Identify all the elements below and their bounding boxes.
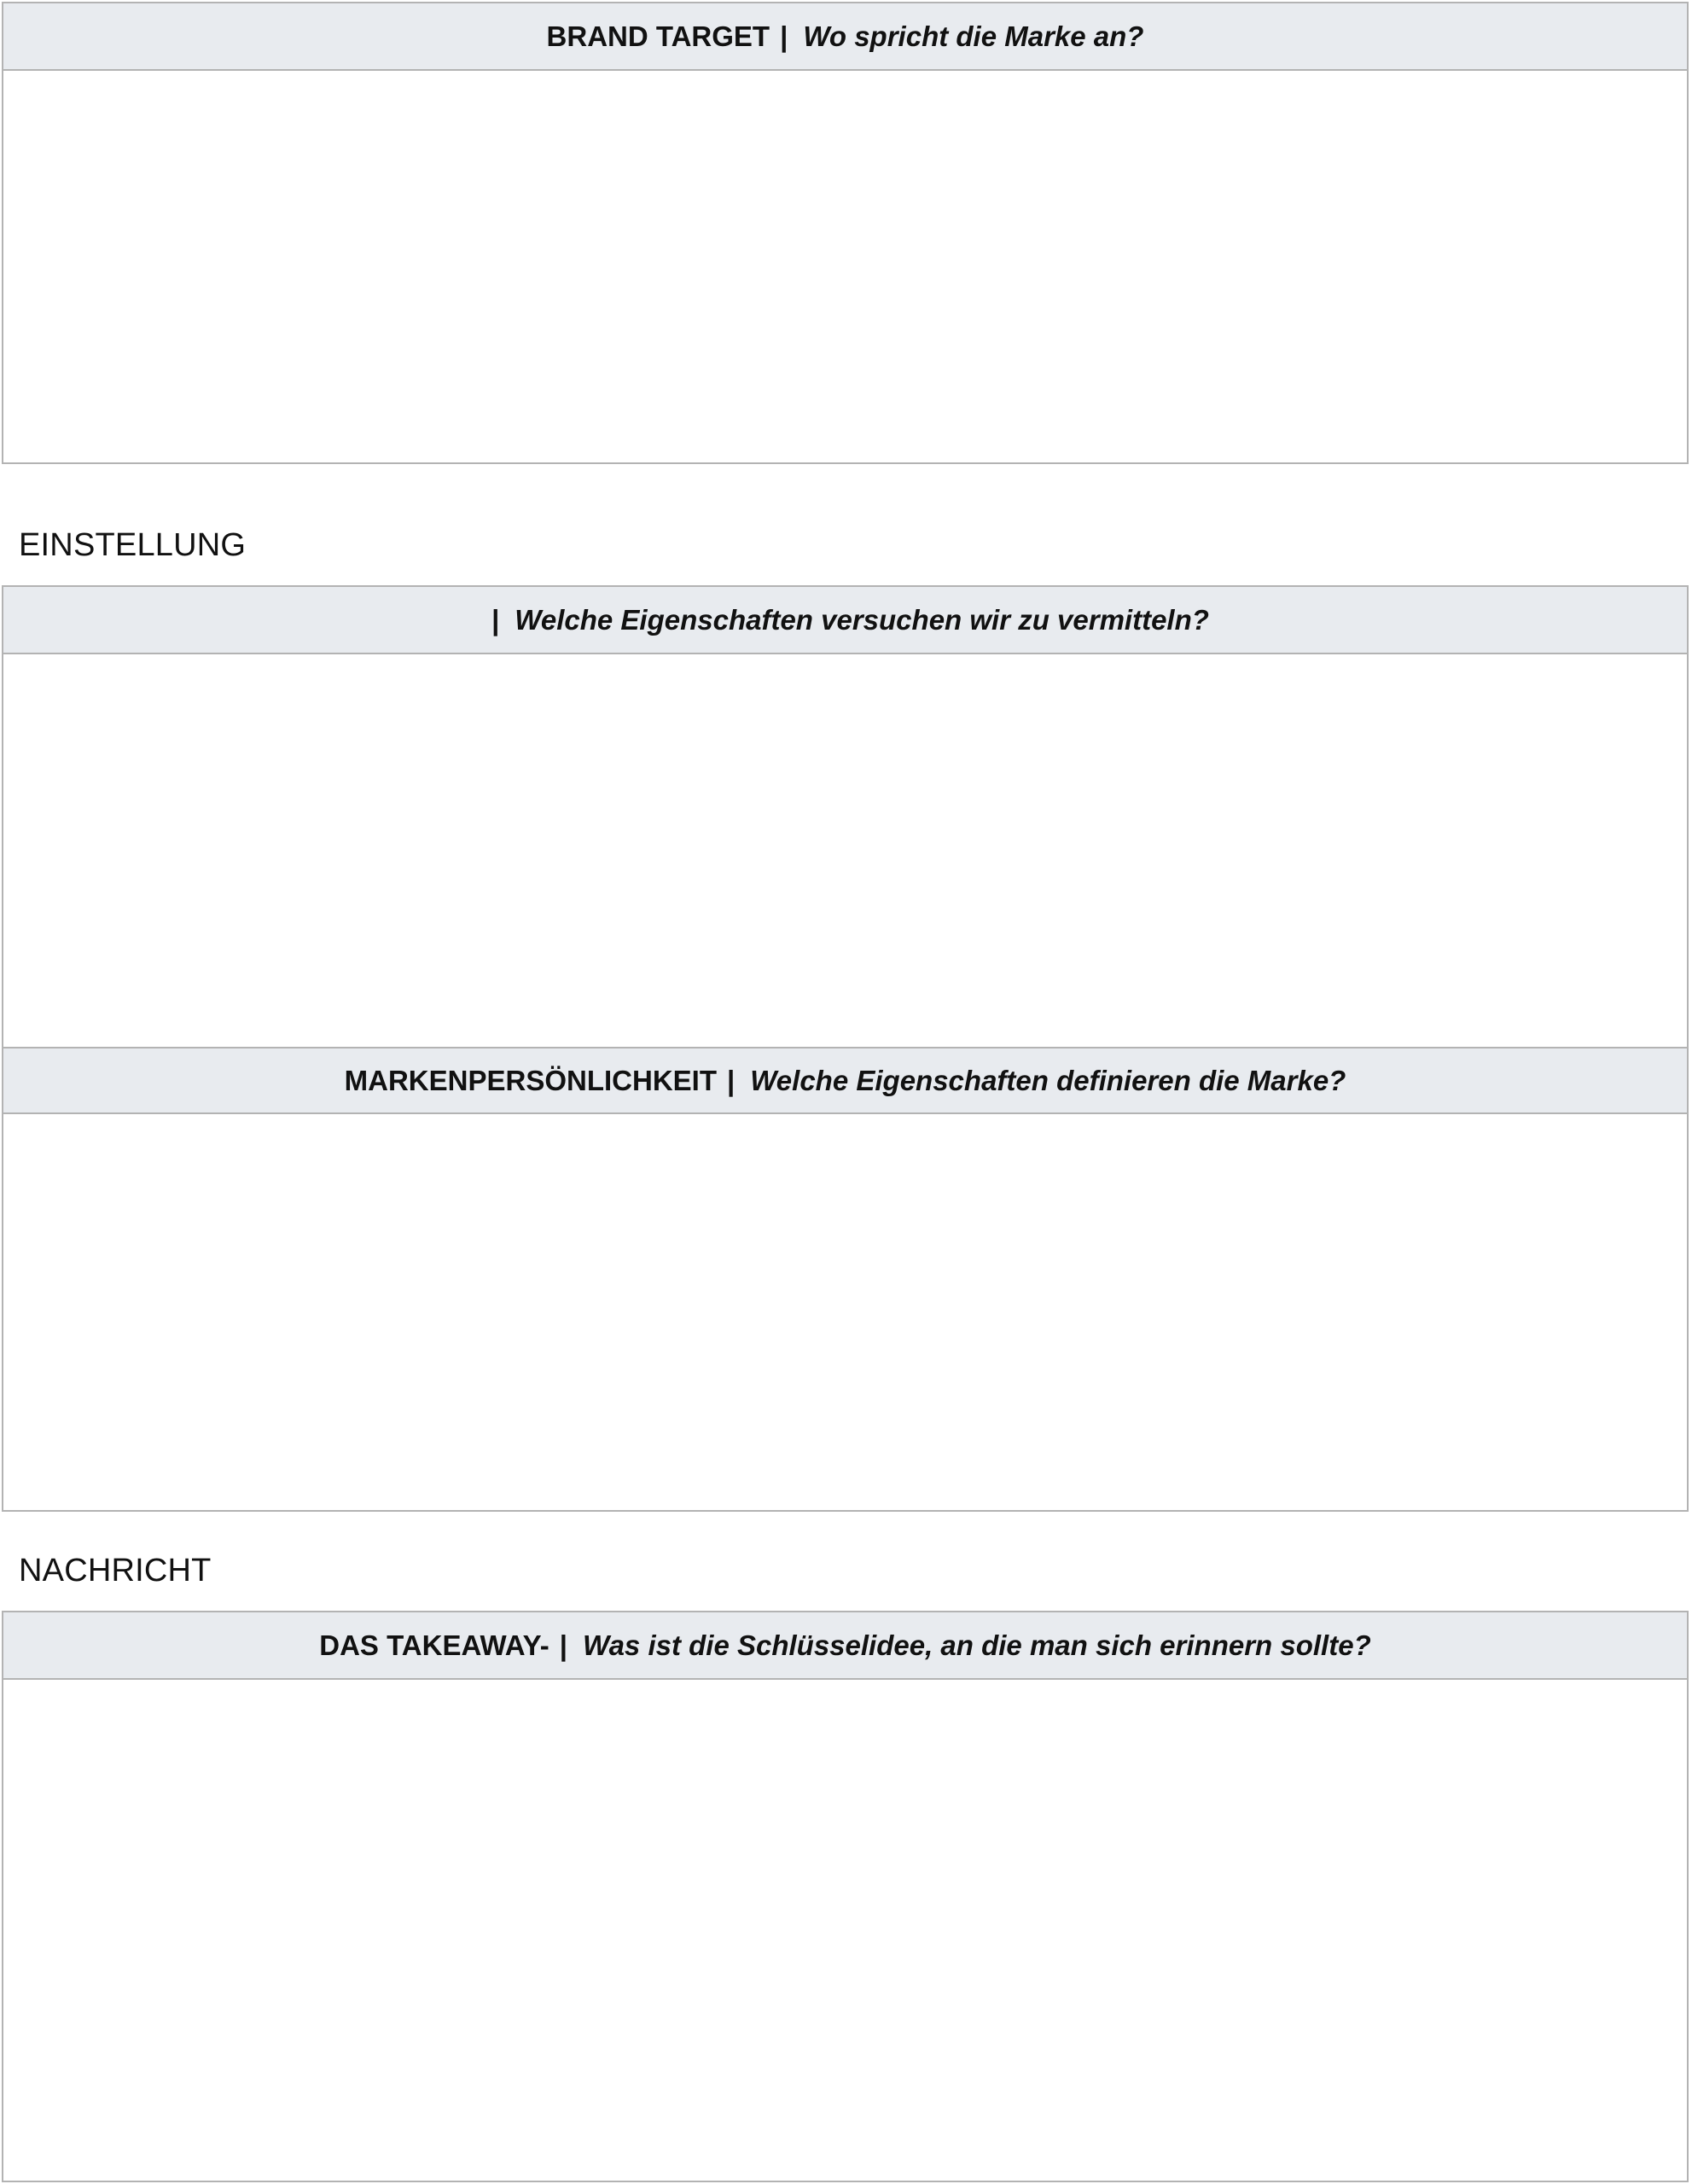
header-separator: | bbox=[780, 20, 788, 52]
einstellung-box bbox=[2, 585, 1689, 1512]
nachricht-box bbox=[2, 1611, 1689, 2182]
takeaway-header bbox=[3, 1612, 1687, 1680]
brand-target-question: Wo spricht die Marke an? bbox=[803, 20, 1144, 52]
brand-target-answer-area[interactable] bbox=[3, 71, 1687, 462]
header-separator: | bbox=[727, 1064, 736, 1096]
personality-answer-area[interactable] bbox=[3, 1114, 1687, 1506]
takeaway-label: DAS TAKEAWAY- bbox=[319, 1629, 549, 1661]
personality-header bbox=[3, 1047, 1687, 1114]
brand-target-box bbox=[2, 2, 1689, 464]
takeaway-question: Was ist die Schlüsselidee, an die man sich erinnern sollte? bbox=[583, 1629, 1371, 1661]
brand-target-label: BRAND TARGET bbox=[546, 20, 770, 52]
header-separator: | bbox=[559, 1629, 568, 1661]
attributes-header bbox=[3, 587, 1687, 654]
einstellung-heading: EINSTELLUNG bbox=[19, 527, 247, 563]
attributes-question: Welche Eigenschaften versuchen wir zu vermitteln? bbox=[515, 603, 1209, 636]
personality-label: MARKENPERSÖNLICHKEIT bbox=[344, 1064, 718, 1096]
nachricht-heading: NACHRICHT bbox=[19, 1553, 212, 1589]
header-separator: | bbox=[491, 603, 500, 636]
takeaway-answer-area[interactable] bbox=[3, 1680, 1687, 2181]
attributes-answer-area[interactable] bbox=[3, 654, 1687, 1047]
personality-question: Welche Eigenschaften definieren die Marke? bbox=[750, 1064, 1346, 1096]
brand-target-header bbox=[3, 3, 1687, 71]
